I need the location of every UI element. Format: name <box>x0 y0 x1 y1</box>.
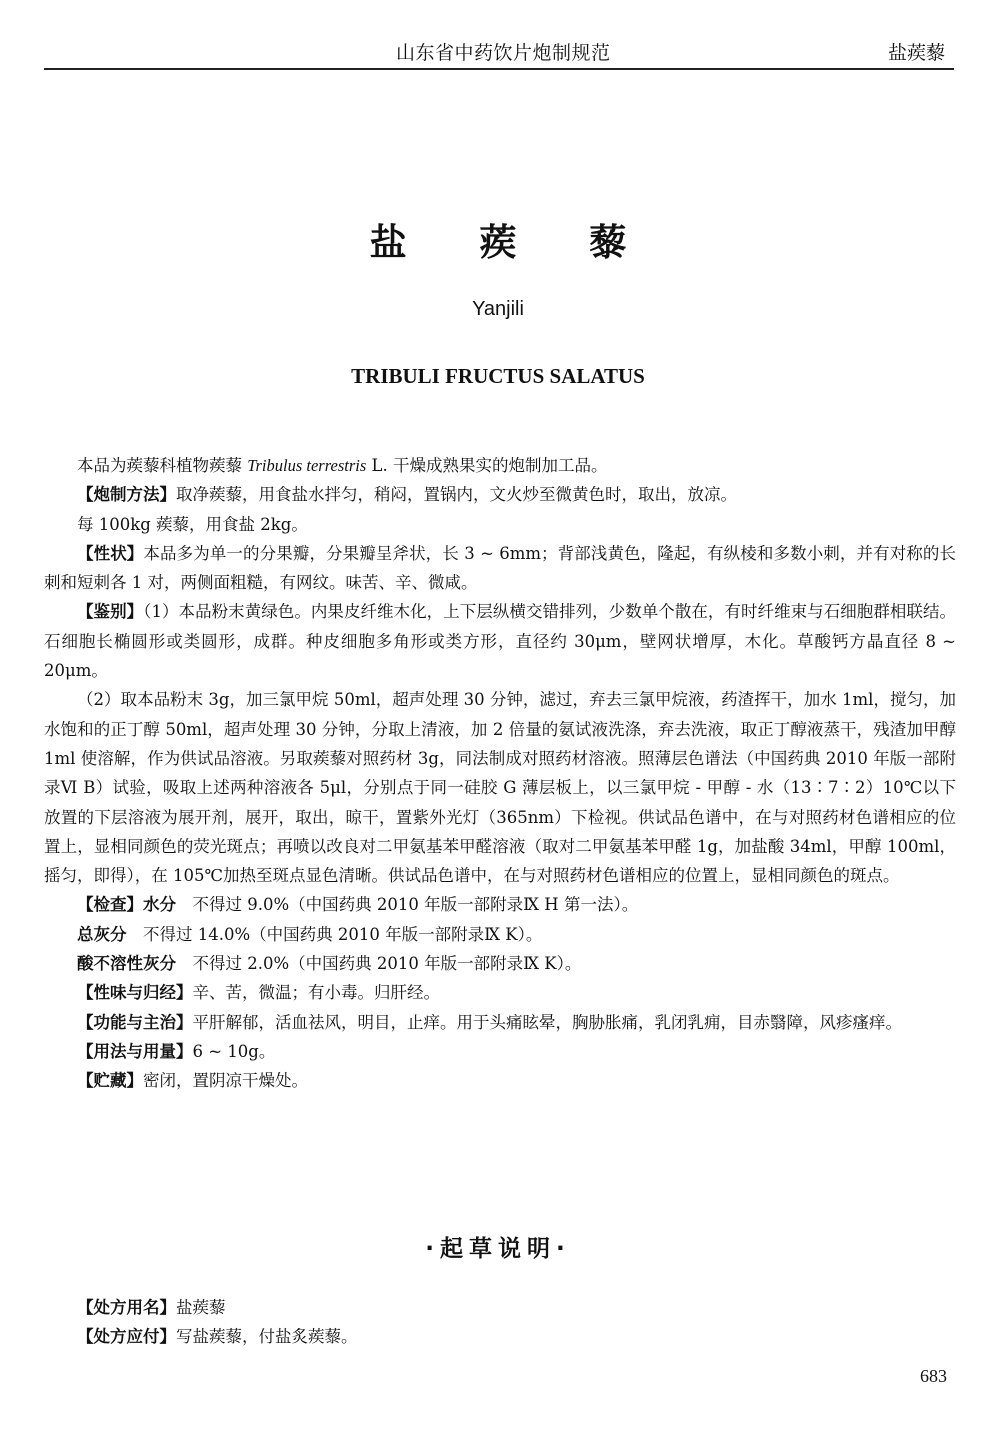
inspection-acid-ash: 酸不溶性灰分 不得过 2.0%（中国药典 2010 年版一部附录Ⅸ K）。 <box>77 954 582 974</box>
monograph-pinyin: Yanjili <box>472 298 524 320</box>
nature-paragraph: 【性味与归经】辛、苦，微温；有小毒。归肝经。 <box>77 983 440 1003</box>
monograph-body <box>44 451 956 1096</box>
monograph-latin-name: TRIBULI FRUCTUS SALATUS <box>351 364 645 388</box>
page-header <box>0 0 996 70</box>
drafting-notes-heading: ·起草说明· <box>425 1236 571 1262</box>
usage-label: 【用法与用量】 <box>77 1041 193 1061</box>
usage-paragraph: 【用法与用量】6 ~ 10g。 <box>77 1041 276 1061</box>
processing-ratio: 每 100kg 蒺藜，用食盐 2kg。 <box>77 514 308 534</box>
intro-paragraph: 本品为蒺藜科植物蒺藜 Tribulus terrestris L. 干燥成熟果实的炮制加工品。 <box>77 456 608 475</box>
processing-paragraph: 【炮制方法】取净蒺藜，用食盐水拌匀，稍闷，置锅内，文火炒至微黄色时，取出，放凉。 <box>77 485 737 505</box>
properties-label: 【性状】 <box>77 543 144 563</box>
header-rule <box>44 68 954 70</box>
inspection-label: 【检查】 <box>77 895 143 915</box>
prescription-name: 【处方用名】盐蒺藜 <box>77 1298 226 1317</box>
storage-label: 【贮藏】 <box>77 1071 143 1091</box>
species-name: Tribulus terrestris <box>247 456 367 475</box>
processing-label: 【炮制方法】 <box>77 485 176 505</box>
running-book-title: 山东省中药饮片炮制规范 <box>396 42 611 64</box>
identification-label: 【鉴别】 <box>77 602 144 622</box>
page-number: 683 <box>920 1366 947 1386</box>
prescription-dispense: 【处方应付】写盐蒺藜，付盐炙蒺藜。 <box>77 1327 358 1347</box>
running-section-title: 盐蒺藜 <box>888 42 946 64</box>
identification-paragraph-2: （2）取本品粉末 3g，加三氯甲烷 50ml，超声处理 30 分钟，滤过，弃去三氯甲烷液，药渣挥干，加水 1ml，搅匀，加水饱和的正丁醇 50ml，超声处理 30 分钟，分取上清液，加 2 倍量的氨试液洗涤，弃去洗液，取正丁醇液蒸干，残渣加甲醇 1ml 使溶解，作为供试品溶液。另取蒺藜对照药材 3g，同法制成对照药材溶液。照薄层色谱法（中国药典 2010 年版一部附录Ⅵ B）试验，吸取上述两种溶液各 5μl，分别点于同一硅胶 G 薄层板上，以三氯甲烷 - 甲醇 - 水（13∶7∶2）10℃以下放置的下层溶液为展开剂，展开，取出，晾干，置紫外光灯（365nm）下检视。供试品色谱中，在与对照药材色谱相应的位置上，显相同颜色的荧光斑点；再喷以改良对二甲氨基苯甲醛溶液（取对二甲氨基苯甲醛 1g，加盐酸 34ml，甲醇 100ml，摇匀，即得），在 105℃加热至斑点显色清晰。供试品色谱中，在与对照药材色谱相应的位置上，显相同颜色的斑点。 <box>44 690 956 886</box>
inspection-ash: 总灰分 不得过 14.0%（中国药典 2010 年版一部附录Ⅸ K）。 <box>77 924 543 944</box>
monograph-title: 盐 蒺 藜 <box>369 221 657 264</box>
function-label: 【功能与主治】 <box>77 1012 193 1032</box>
storage-paragraph: 【贮藏】密闭，置阴凉干燥处。 <box>77 1071 308 1091</box>
nature-label: 【性味与归经】 <box>77 983 193 1003</box>
drafting-notes <box>44 1293 956 1352</box>
identification-paragraph-1: 【鉴别】（1）本品粉末黄绿色。内果皮纤维木化，上下层纵横交错排列，少数单个散在，有时纤维束与石细胞群相联结。石细胞长椭圆形或类圆形，成群。种皮细胞多角形或类方形，直径约 30μm，壁网状增厚，木化。草酸钙方晶直径 8 ~ 20μm。 <box>44 602 956 681</box>
properties-paragraph: 【性状】本品多为单一的分果瓣，分果瓣呈斧状，长 3 ~ 6mm；背部浅黄色，隆起，有纵棱和多数小刺，并有对称的长刺和短刺各 1 对，两侧面粗糙，有网纹。味苦、辛、微咸。 <box>44 543 956 593</box>
function-paragraph: 【功能与主治】平肝解郁，活血祛风，明目，止痒。用于头痛眩晕，胸胁胀痛，乳闭乳痈，目赤翳障，风疹瘙痒。 <box>77 1012 902 1032</box>
inspection-water: 【检查】水分 不得过 9.0%（中国药典 2010 年版一部附录Ⅸ H 第一法）。 <box>77 895 639 915</box>
